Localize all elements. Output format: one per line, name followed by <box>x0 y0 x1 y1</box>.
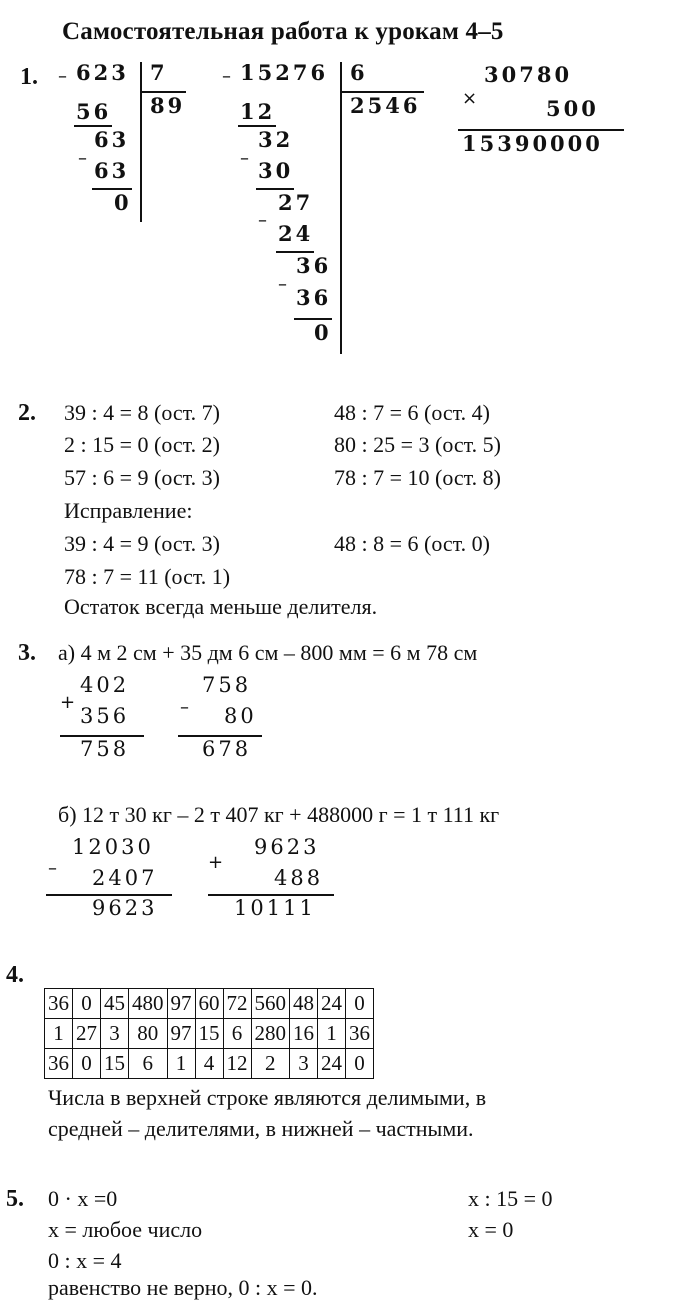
step: 36 <box>296 285 332 310</box>
table-cell: 280 <box>251 1019 290 1049</box>
divisor: 6 <box>350 60 368 85</box>
table-cell: 0 <box>346 989 374 1019</box>
minus-sign: – <box>78 148 87 169</box>
dividend: 623 <box>76 60 129 85</box>
equation: 48 : 7 = 6 (ост. 4) <box>334 400 490 425</box>
step: 56 <box>76 99 112 124</box>
equation: 78 : 7 = 11 (ост. 1) <box>64 564 231 589</box>
difference: 9623 <box>92 896 158 920</box>
table-cell: 3 <box>101 1019 129 1049</box>
table-cell: 45 <box>101 989 129 1019</box>
step: 24 <box>278 221 314 246</box>
equation: x = любое число <box>48 1217 203 1242</box>
correction-label: Исправление: <box>64 498 193 523</box>
step: 32 <box>258 127 294 152</box>
equation: 0 : x = 4 <box>48 1248 122 1273</box>
quotient: 2546 <box>350 93 421 118</box>
minus-sign: – <box>180 697 189 718</box>
addend: 488 <box>274 866 324 890</box>
equation: x = 0 <box>468 1217 514 1242</box>
task-1-number: 1. <box>20 64 38 90</box>
table-cell: 2 <box>251 1049 290 1079</box>
sum: 10111 <box>234 896 316 920</box>
table-cell: 1 <box>45 1019 73 1049</box>
equation: 78 : 7 = 10 (ост. 8) <box>334 465 501 490</box>
table-cell: 72 <box>223 989 251 1019</box>
task-4-number: 4. <box>6 962 24 988</box>
times-sign: × <box>462 88 478 109</box>
task-2-number: 2. <box>18 400 36 426</box>
table-row-divisors <box>45 1019 374 1049</box>
step: 0 <box>314 320 332 345</box>
minus-sign: – <box>222 66 231 87</box>
table-cell: 480 <box>129 989 168 1019</box>
plus-sign: + <box>60 692 76 713</box>
dividend: 15276 <box>240 60 329 85</box>
table-cell: 80 <box>129 1019 168 1049</box>
step: 63 <box>94 158 130 183</box>
division-bar <box>340 62 342 354</box>
equation: 80 : 25 = 3 (ост. 5) <box>334 432 501 457</box>
table-cell: 16 <box>290 1019 318 1049</box>
addend: 402 <box>80 673 130 697</box>
step: 12 <box>240 99 276 124</box>
equation: 0 · x =0 <box>48 1186 118 1211</box>
equation-a: а) 4 м 2 см + 35 дм 6 см – 800 мм = 6 м 78 см <box>58 640 478 665</box>
multiplier: 500 <box>546 96 599 121</box>
table-cell: 1 <box>167 1049 195 1079</box>
table-row-dividends <box>45 989 374 1019</box>
table-cell: 24 <box>318 989 346 1019</box>
equation: 2 : 15 = 0 (ост. 2) <box>64 432 220 457</box>
table-cell: 0 <box>346 1049 374 1079</box>
table-cell: 6 <box>129 1049 168 1079</box>
plus-sign: + <box>208 852 224 873</box>
addend: 9623 <box>254 835 320 859</box>
product: 15390000 <box>462 131 603 156</box>
table-cell: 15 <box>195 1019 223 1049</box>
step: 63 <box>94 127 130 152</box>
table-cell: 60 <box>195 989 223 1019</box>
table-cell: 4 <box>195 1049 223 1079</box>
addend: 356 <box>80 704 130 728</box>
task-3-number: 3. <box>18 640 36 666</box>
explanation-line-2: средней – делителями, в нижней – частными. <box>48 1116 474 1141</box>
divisor: 7 <box>150 60 168 85</box>
table-cell: 27 <box>73 1019 101 1049</box>
minus-sign: – <box>278 274 287 295</box>
equation: 48 : 8 = 6 (ост. 0) <box>334 531 490 556</box>
table-cell: 97 <box>167 989 195 1019</box>
table-cell: 12 <box>223 1049 251 1079</box>
equation: 57 : 6 = 9 (ост. 3) <box>64 465 220 490</box>
minuend: 12030 <box>72 835 154 859</box>
table-cell: 36 <box>346 1019 374 1049</box>
equation: 39 : 4 = 9 (ост. 3) <box>64 531 220 556</box>
table-cell: 3 <box>290 1049 318 1079</box>
minus-sign: – <box>48 858 57 879</box>
table-cell: 97 <box>167 1019 195 1049</box>
step: 27 <box>278 190 314 215</box>
table-cell: 560 <box>251 989 290 1019</box>
table-cell: 24 <box>318 1049 346 1079</box>
quotient: 89 <box>150 93 186 118</box>
step: 30 <box>258 158 294 183</box>
equation: x : 15 = 0 <box>468 1186 553 1211</box>
minus-sign: – <box>240 148 249 169</box>
table-cell: 0 <box>73 1049 101 1079</box>
table-cell: 6 <box>223 1019 251 1049</box>
table-cell: 15 <box>101 1049 129 1079</box>
minus-sign: – <box>258 210 267 231</box>
subtrahend: 2407 <box>92 866 158 890</box>
page-title: Самостоятельная работа к урокам 4–5 <box>62 18 504 45</box>
minuend: 758 <box>202 673 252 697</box>
sum: 758 <box>80 737 130 761</box>
task-5-number: 5. <box>6 1186 24 1212</box>
step: 0 <box>114 190 132 215</box>
step: 36 <box>296 253 332 278</box>
multiplicand: 30780 <box>484 62 573 87</box>
minus-sign: – <box>58 66 67 87</box>
division-table <box>44 988 374 1079</box>
table-cell: 36 <box>45 1049 73 1079</box>
division-bar <box>140 62 142 222</box>
table-cell: 36 <box>45 989 73 1019</box>
table-row-quotients <box>45 1049 374 1079</box>
subtrahend: 80 <box>224 704 257 728</box>
table-cell: 1 <box>318 1019 346 1049</box>
equation: 39 : 4 = 8 (ост. 7) <box>64 400 220 425</box>
equation-b: б) 12 т 30 кг – 2 т 407 кг + 488000 г = 1 т 111 кг <box>58 802 500 827</box>
table-cell: 48 <box>290 989 318 1019</box>
difference: 678 <box>202 737 252 761</box>
conclusion: Остаток всегда меньше делителя. <box>64 594 378 619</box>
explanation-line-1: Числа в верхней строке являются делимыми, в <box>48 1085 487 1110</box>
table-cell: 0 <box>73 989 101 1019</box>
equation: равенство не верно, 0 : x = 0. <box>48 1275 318 1300</box>
